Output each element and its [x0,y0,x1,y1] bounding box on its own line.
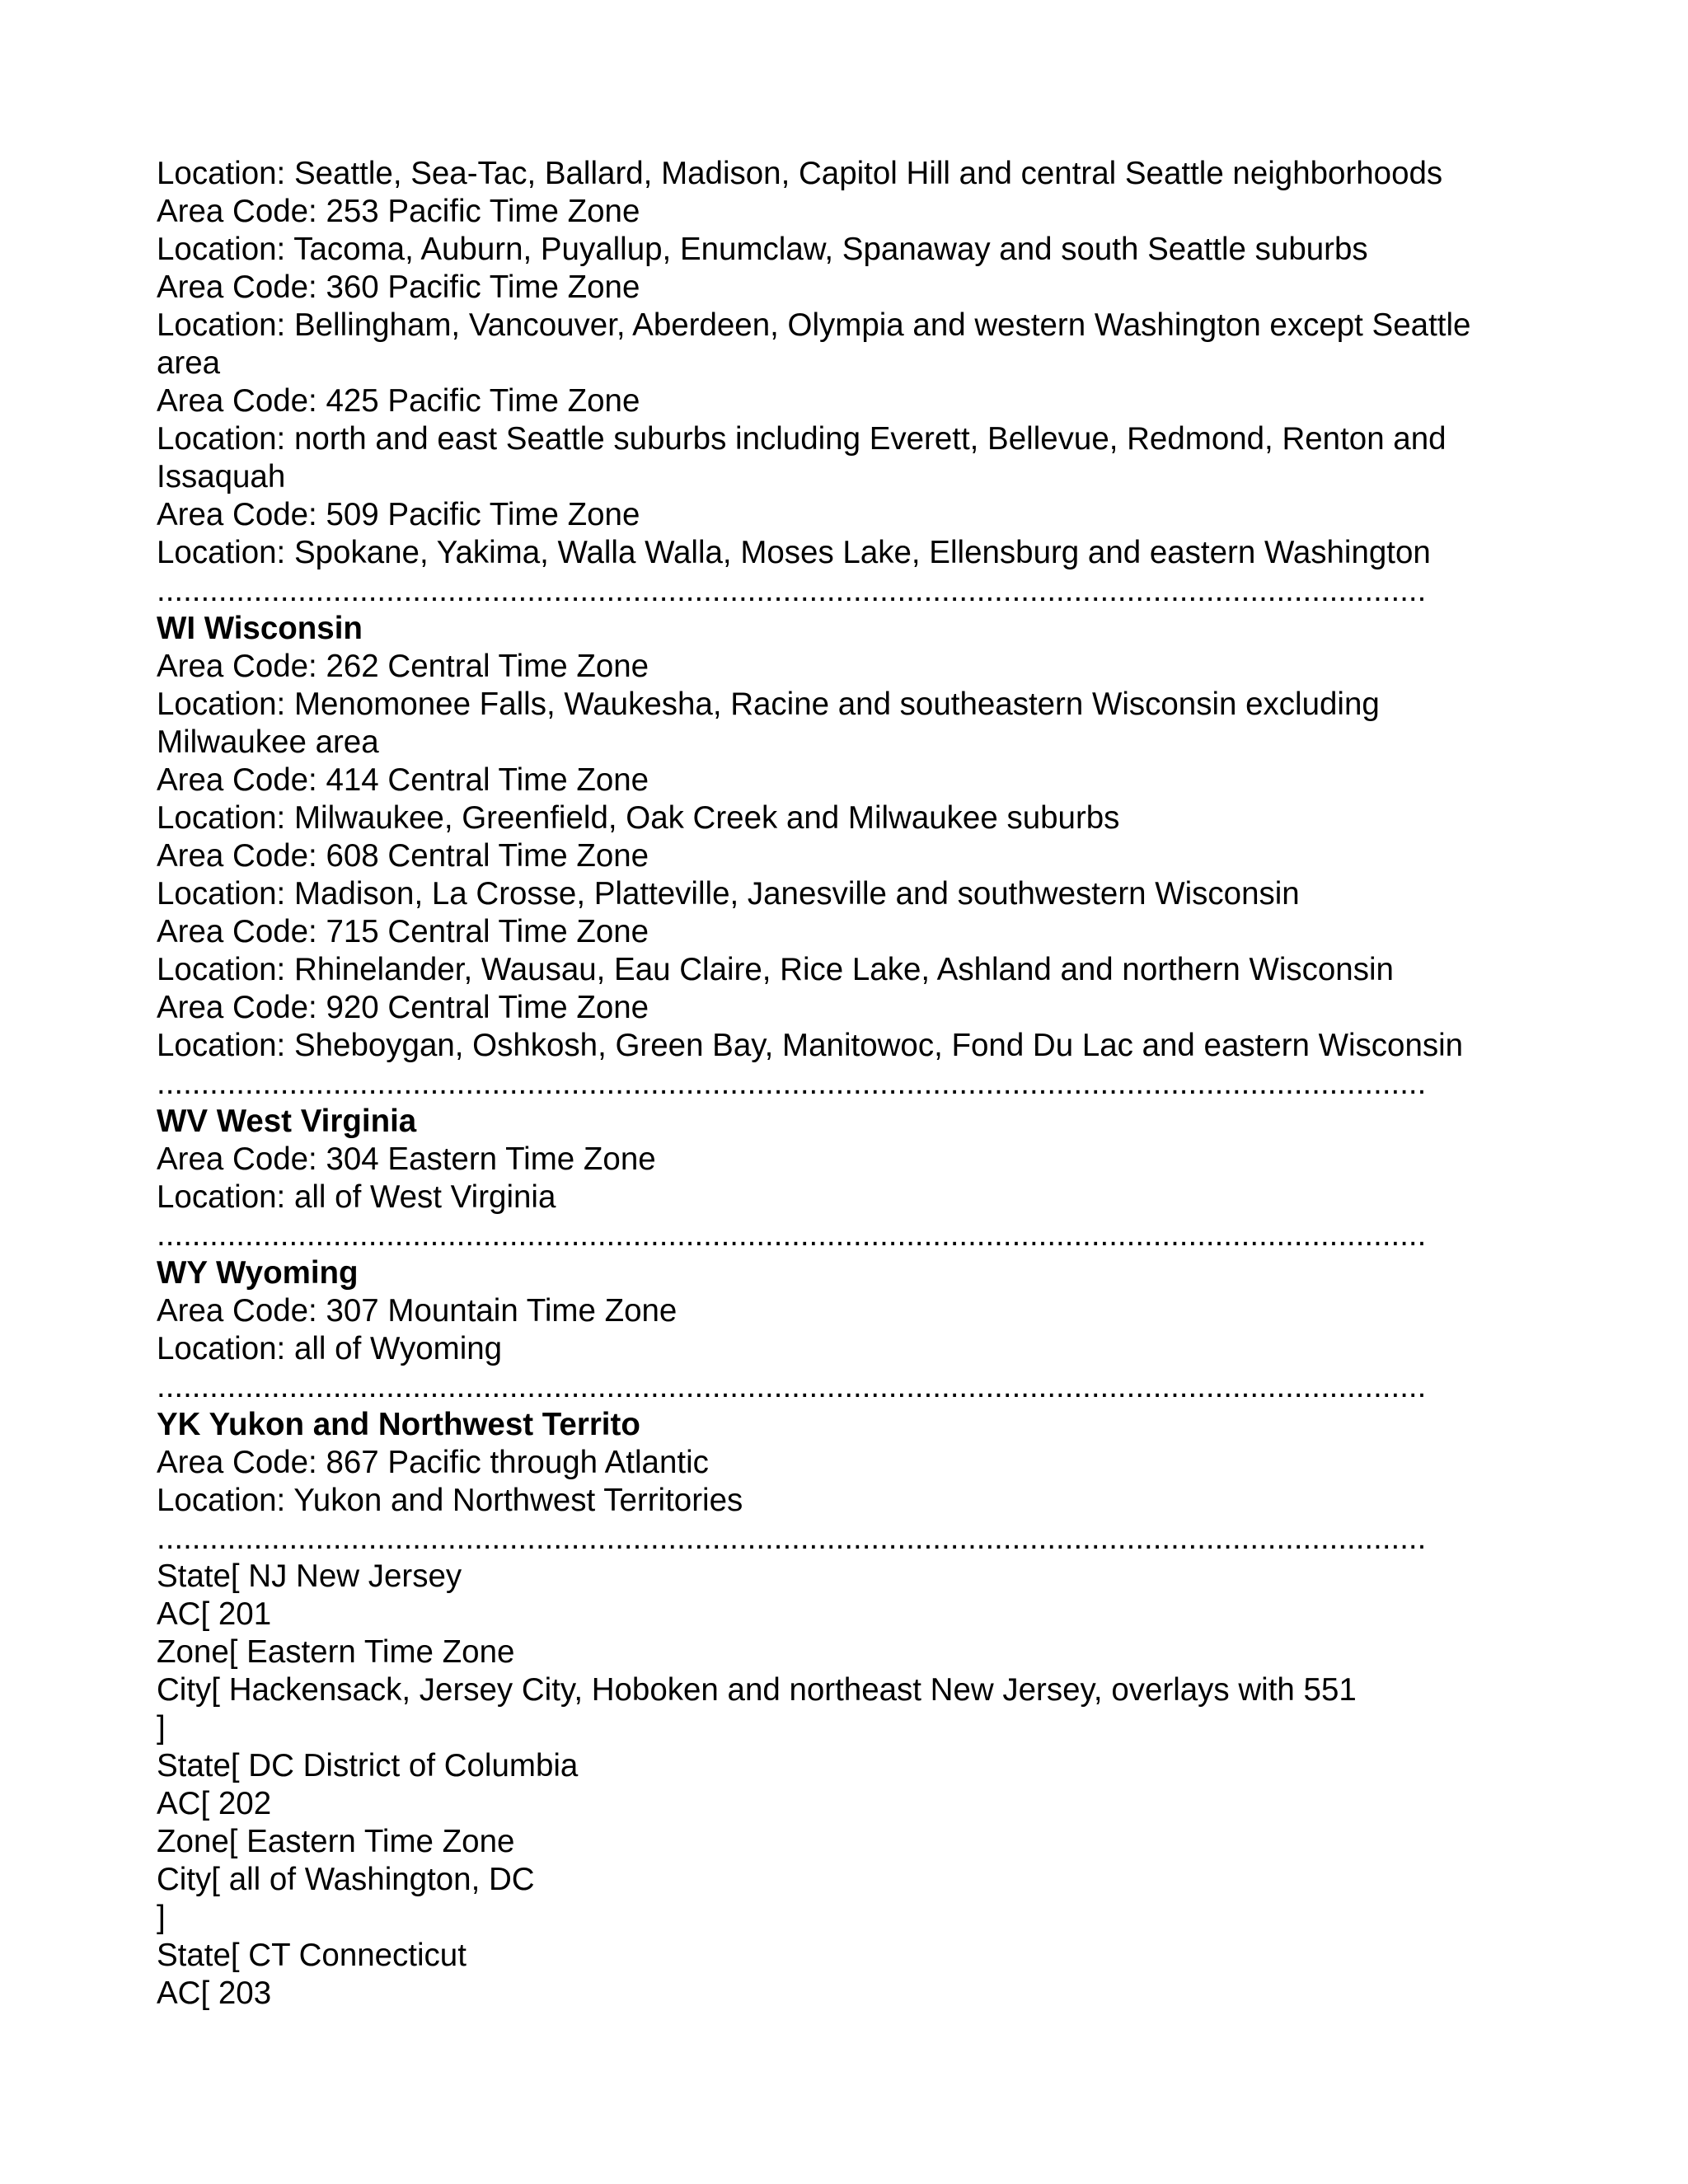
dotted-separator: ................................................................................................................................................ [157,1521,1427,1556]
text-line: Zone[ Eastern Time Zone [157,1824,515,1859]
location-line: Location: Tacoma, Auburn, Puyallup, Enumclaw, Spanaway and south Seattle suburbs [157,232,1368,267]
section-heading: YK Yukon and Northwest Territo [157,1407,640,1442]
location-line: Location: Yukon and Northwest Territories [157,1483,743,1518]
text-line: AC[ 203 [157,1975,272,2011]
area-code-line: Area Code: 360 Pacific Time Zone [157,269,640,305]
area-code-line: Area Code: 867 Pacific through Atlantic [157,1445,709,1480]
area-code-line: Area Code: 509 Pacific Time Zone [157,497,640,532]
location-line: Location: Bellingham, Vancouver, Aberdeen, Olympia and western Washington except Seattle [157,307,1471,343]
area-code-line: Area Code: 253 Pacific Time Zone [157,194,640,229]
location-line: Location: Rhinelander, Wausau, Eau Claire, Rice Lake, Ashland and northern Wisconsin [157,952,1394,987]
location-line: Location: Sheboygan, Oshkosh, Green Bay, Manitowoc, Fond Du Lac and eastern Wisconsin [157,1028,1464,1063]
location-line: Location: Milwaukee, Greenfield, Oak Creek and Milwaukee suburbs [157,800,1120,836]
location-line: Location: Madison, La Crosse, Platteville, Janesville and southwestern Wisconsin [157,876,1300,912]
location-line: Location: Seattle, Sea-Tac, Ballard, Madison, Capitol Hill and central Seattle neighborhoods [157,156,1443,191]
document-body [157,155,1541,2013]
section-heading: WV West Virginia [157,1104,417,1139]
area-code-line: Area Code: 414 Central Time Zone [157,762,649,798]
area-code-line: Area Code: 715 Central Time Zone [157,914,649,949]
text-line: ] [157,1900,166,1935]
area-code-line: Area Code: 608 Central Time Zone [157,838,649,874]
text-line: AC[ 201 [157,1596,272,1632]
text-line: State[ DC District of Columbia [157,1748,579,1783]
text-line: area [157,345,221,381]
area-code-line: Area Code: 262 Central Time Zone [157,649,649,684]
location-line: Location: north and east Seattle suburbs including Everett, Bellevue, Redmond, Renton and [157,421,1447,457]
text-line: City[ Hackensack, Jersey City, Hoboken and northeast New Jersey, overlays with 551 [157,1672,1357,1708]
dotted-separator: ................................................................................................................................................ [157,1066,1427,1101]
dotted-separator: ................................................................................................................................................ [157,1369,1427,1404]
location-line: Location: all of West Virginia [157,1179,556,1215]
location-line: Location: Menomonee Falls, Waukesha, Racine and southeastern Wisconsin excluding [157,687,1380,722]
area-code-line: Area Code: 307 Mountain Time Zone [157,1293,678,1329]
text-line: AC[ 202 [157,1786,272,1821]
text-line: City[ all of Washington, DC [157,1862,535,1897]
text-line: Issaquah [157,459,286,494]
text-line: ] [157,1710,166,1746]
area-code-line: Area Code: 425 Pacific Time Zone [157,383,640,419]
text-line: State[ NJ New Jersey [157,1558,462,1594]
location-line: Location: Spokane, Yakima, Walla Walla, Moses Lake, Ellensburg and eastern Washington [157,535,1431,570]
location-line: Location: all of Wyoming [157,1331,503,1366]
text-line: State[ CT Connecticut [157,1938,467,1973]
area-code-line: Area Code: 920 Central Time Zone [157,990,649,1025]
section-heading: WY Wyoming [157,1255,359,1291]
dotted-separator: ................................................................................................................................................ [157,573,1427,608]
section-heading: WI Wisconsin [157,611,363,646]
area-code-line: Area Code: 304 Eastern Time Zone [157,1141,656,1177]
dotted-separator: ................................................................................................................................................ [157,1217,1427,1253]
text-line: Zone[ Eastern Time Zone [157,1634,515,1670]
text-line: Milwaukee area [157,724,379,760]
